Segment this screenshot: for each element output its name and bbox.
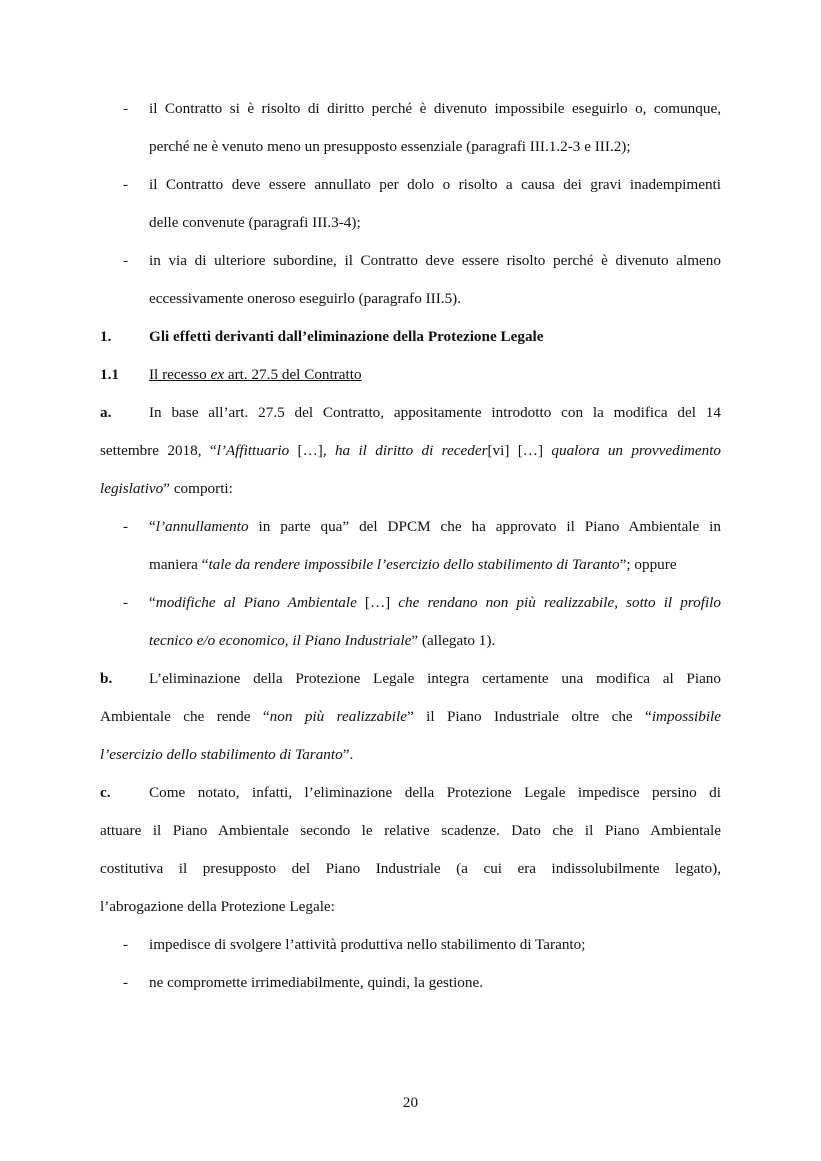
subsection-number: 1.1 [100, 366, 119, 383]
paragraph-b-line: l’esercizio dello stabilimento di Taranto”. [100, 746, 354, 763]
bullet-text: eccessivamente oneroso eseguirlo (paragrafo III.5). [149, 290, 462, 307]
bullet-text: “modifiche al Piano Ambientale […] che rendano non più realizzabile, sotto il profilo [149, 594, 721, 611]
paragraph-b-line: L’eliminazione della Protezione Legale integra certamente una modifica al Piano [149, 670, 721, 687]
paragraph-a-line: settembre 2018, “l’Affittuario […], ha il diritto di receder[vi] […] qualora un provvedimento [100, 442, 722, 459]
paragraph-b-line: Ambientale che rende “non più realizzabile” il Piano Industriale oltre che “impossibile [100, 708, 722, 725]
bullet-text: impedisce di svolgere l’attività produttiva nello stabilimento di Taranto; [149, 936, 586, 953]
subsection-title: Il recesso ex art. 27.5 del Contratto [149, 366, 362, 383]
bullet-text: maniera “tale da rendere impossibile l’esercizio dello stabilimento di Taranto”; oppure [149, 556, 677, 573]
bullet-text: perché ne è venuto meno un presupposto essenziale (paragrafi III.1.2-3 e III.2); [149, 138, 631, 155]
section-title: Gli effetti derivanti dall’eliminazione della Protezione Legale [149, 328, 544, 345]
paragraph-a-line: In base all’art. 27.5 del Contratto, appositamente introdotto con la modifica del 14 [149, 404, 721, 421]
page-number: 20 [402, 1094, 419, 1111]
bullet-dash: - [123, 974, 129, 991]
paragraph-a-line: legislativo” comporti: [100, 480, 233, 497]
bullet-text: tecnico e/o economico, il Piano Industriale” (allegato 1). [149, 632, 496, 649]
bullet-text: il Contratto si è risolto di diritto perché è divenuto impossibile eseguirlo o, comunque, [149, 100, 721, 117]
paragraph-label-a: a. [100, 404, 112, 421]
paragraph-label-c: c. [100, 784, 111, 801]
paragraph-c-line: attuare il Piano Ambientale secondo le relative scadenze. Dato che il Piano Ambientale [100, 822, 721, 839]
bullet-dash: - [123, 100, 129, 117]
bullet-text: in via di ulteriore subordine, il Contratto deve essere risolto perché è divenuto almeno [149, 252, 721, 269]
paragraph-c-line: l’abrogazione della Protezione Legale: [100, 898, 335, 915]
paragraph-c-line: Come notato, infatti, l’eliminazione della Protezione Legale impedisce persino di [149, 784, 721, 801]
bullet-text: il Contratto deve essere annullato per dolo o risolto a causa dei gravi inadempimenti [149, 176, 721, 193]
paragraph-c-line: costitutiva il presupposto del Piano Industriale (a cui era indissolubilmente legato), [100, 860, 721, 877]
bullet-text: delle convenute (paragrafi III.3-4); [149, 214, 361, 231]
bullet-dash: - [123, 594, 129, 611]
bullet-dash: - [123, 252, 129, 269]
bullet-text: “l’annullamento in parte qua” del DPCM che ha approvato il Piano Ambientale in [149, 518, 721, 535]
section-number: 1. [100, 328, 112, 345]
bullet-dash: - [123, 176, 129, 193]
bullet-dash: - [123, 518, 129, 535]
bullet-dash: - [123, 936, 129, 953]
bullet-text: ne compromette irrimediabilmente, quindi, la gestione. [149, 974, 484, 991]
paragraph-label-b: b. [100, 670, 113, 687]
